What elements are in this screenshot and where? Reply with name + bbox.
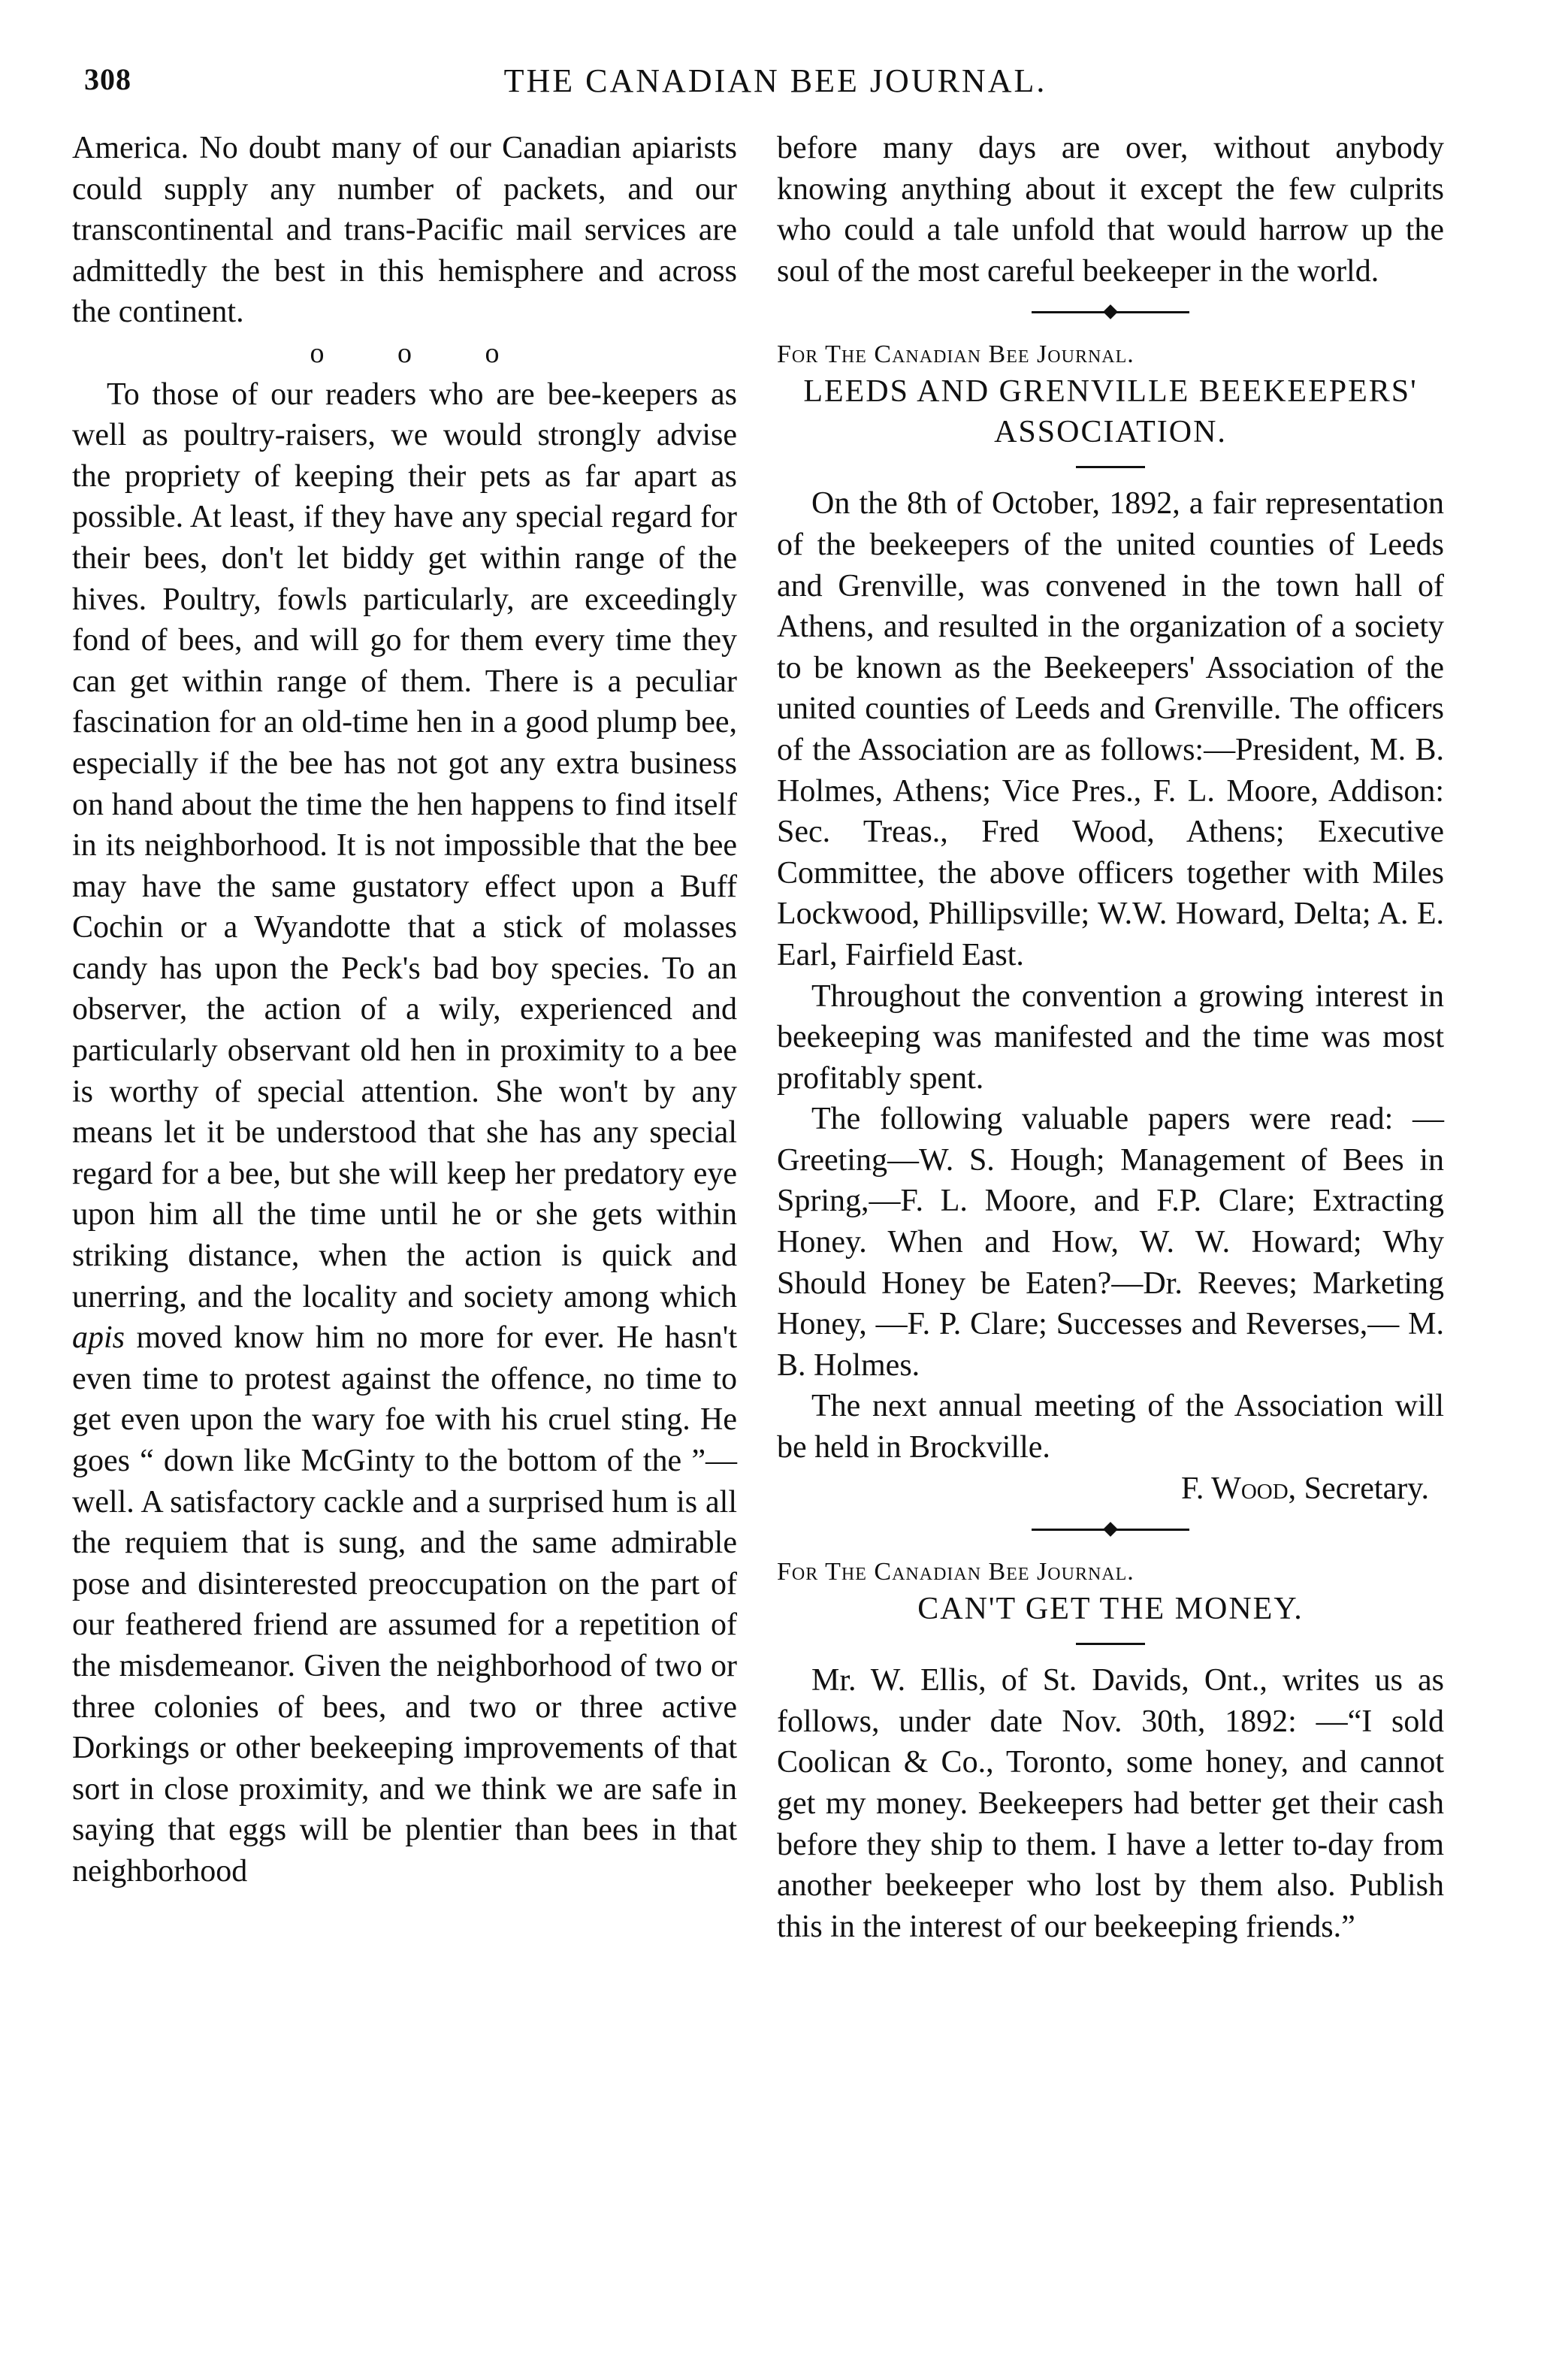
divider-line bbox=[1032, 311, 1189, 313]
signature-name: F. Wood, bbox=[1180, 1471, 1297, 1506]
article-kicker: For The Canadian Bee Journal. bbox=[777, 1558, 1135, 1586]
paragraph-continuation: America. No doubt many of our Canadian apiarists could supply any number of packets, and our transcontinental and trans-Pacific mail services are admittedly the best in this hemisphere and across the continent. bbox=[72, 131, 737, 330]
italic-apis: apis bbox=[72, 1320, 125, 1356]
article-paragraph: The following valuable papers were read: —Greeting—W. S. Hough; Management of Bees in Spring,—F. L. Moore, and F.P. Clare; Extracting Honey. When and How, W. W. Howard; Why Should Honey be Eaten?—Dr. Reeves; Marketing Honey, —F. P. Clare; Successes and Reverses,— M. B. Holmes. bbox=[777, 1102, 1444, 1383]
paragraph-continuation-right: before many days are over, without anybody knowing anything about it except the few culprits who could a tale unfold that would harrow up the soul of the most careful beekeeper in the world. bbox=[777, 131, 1444, 289]
paragraph-poultry-text-rest: moved know him no more for ever. He hasn't even time to protest against the offence, no time to get even upon the wary foe with his cruel sting. He goes “ down like McGinty to the bottom of the ”—well. A satisfactory cackle and a surprised hum is all the requiem that is sung, and the same admirable pose and disinterested preoccupation on the part of our feathered friend are assumed for a repetition of the misdemeanor. Given the neighborhood of two or three colonies of bees, and two or three active Dorkings or other beekeeping improvements of that sort in close proximity, and we think we are safe in saying that eggs will be plentier than bees in that neighborhood bbox=[72, 1320, 737, 1889]
article-title: CAN'T GET THE MONEY. bbox=[917, 1592, 1304, 1627]
signature-title: Secretary. bbox=[1304, 1471, 1429, 1506]
diamond-ornament-icon bbox=[1103, 304, 1118, 319]
article-paragraph: On the 8th of October, 1892, a fair representation of the beekeepers of the united counties of Leeds and Grenville, was convened in the town hall of Athens, and resulted in the organization of a society to be known as the Beekeepers' Association of the united counties of Leeds and Grenville. The officers of the Association are as follows:—President, M. B. Holmes, Athens; Vice Pres., F. L. Moore, Addison: Sec. Treas., Fred Wood, Athens; Executive Committee, the above officers together with Miles Lockwood, Phillipsville; W.W. Howard, Delta; A. E. Earl, Fairfield East. bbox=[777, 486, 1444, 972]
divider-line bbox=[1032, 1529, 1189, 1531]
title-rule bbox=[1076, 466, 1145, 468]
section-ornament: o o o bbox=[310, 337, 533, 369]
left-column bbox=[72, 128, 737, 1892]
journal-title: THE CANADIAN BEE JOURNAL. bbox=[503, 62, 1047, 99]
running-head bbox=[84, 62, 1467, 107]
article-title: LEEDS AND GRENVILLE BEEKEEPERS' ASSOCIATION. bbox=[803, 374, 1418, 450]
article-signature bbox=[777, 1468, 1444, 1510]
right-column bbox=[777, 128, 1444, 1947]
page-number: 308 bbox=[84, 62, 131, 96]
paragraph-poultry bbox=[72, 374, 737, 1892]
diamond-ornament-icon bbox=[1103, 1522, 1118, 1537]
paragraph-poultry-text: To those of our readers who are bee-keepers as well as poultry-raisers, we would strongly advise the propriety of keeping their pets as far apart as possible. At least, if they have any special regard for their bees, don't let biddy get within range of the hives. Poultry, fowls particularly, are exceedingly fond of bees, and will go for them every time they can get within range of them. There is a peculiar fascination for an old-time hen in a good plump bee, especially if the bee has not got any extra business on hand about the time the hen happens to find itself in its neighborhood. It is not impossible that the bee may have the same gustatory effect upon a Buff Cochin or a Wyandotte that a stick of molasses candy has upon the Peck's bad boy species. To an observer, the action of a wily, experienced and particularly observant old hen in proximity to a bee is worthy of special attention. She won't by any means let it be understood that she has any special regard for a bee, but she will keep her predatory eye upon him all the time until he or she gets within striking distance, when the action is quick and unerring, and the locality and society among which bbox=[72, 377, 737, 1314]
article-paragraph: The next annual meeting of the Association will be held in Brockville. bbox=[777, 1389, 1444, 1465]
article-paragraph: Throughout the convention a growing interest in beekeeping was manifested and the time was most profitably spent. bbox=[777, 978, 1444, 1096]
section-divider bbox=[777, 292, 1444, 332]
section-divider bbox=[777, 1509, 1444, 1550]
article-paragraph: Mr. W. Ellis, of St. Davids, Ont., writes us as follows, under date Nov. 30th, 1892: —“I sold Coolican & Co., Toronto, some honey, and cannot get my money. Beekeepers had better get their cash before they ship to them. I have a letter to-day from another beekeeper who lost by them also. Publish this in the interest of our beekeeping friends.” bbox=[777, 1663, 1444, 1944]
title-rule bbox=[1076, 1643, 1145, 1645]
article-kicker: For The Canadian Bee Journal. bbox=[777, 340, 1135, 369]
